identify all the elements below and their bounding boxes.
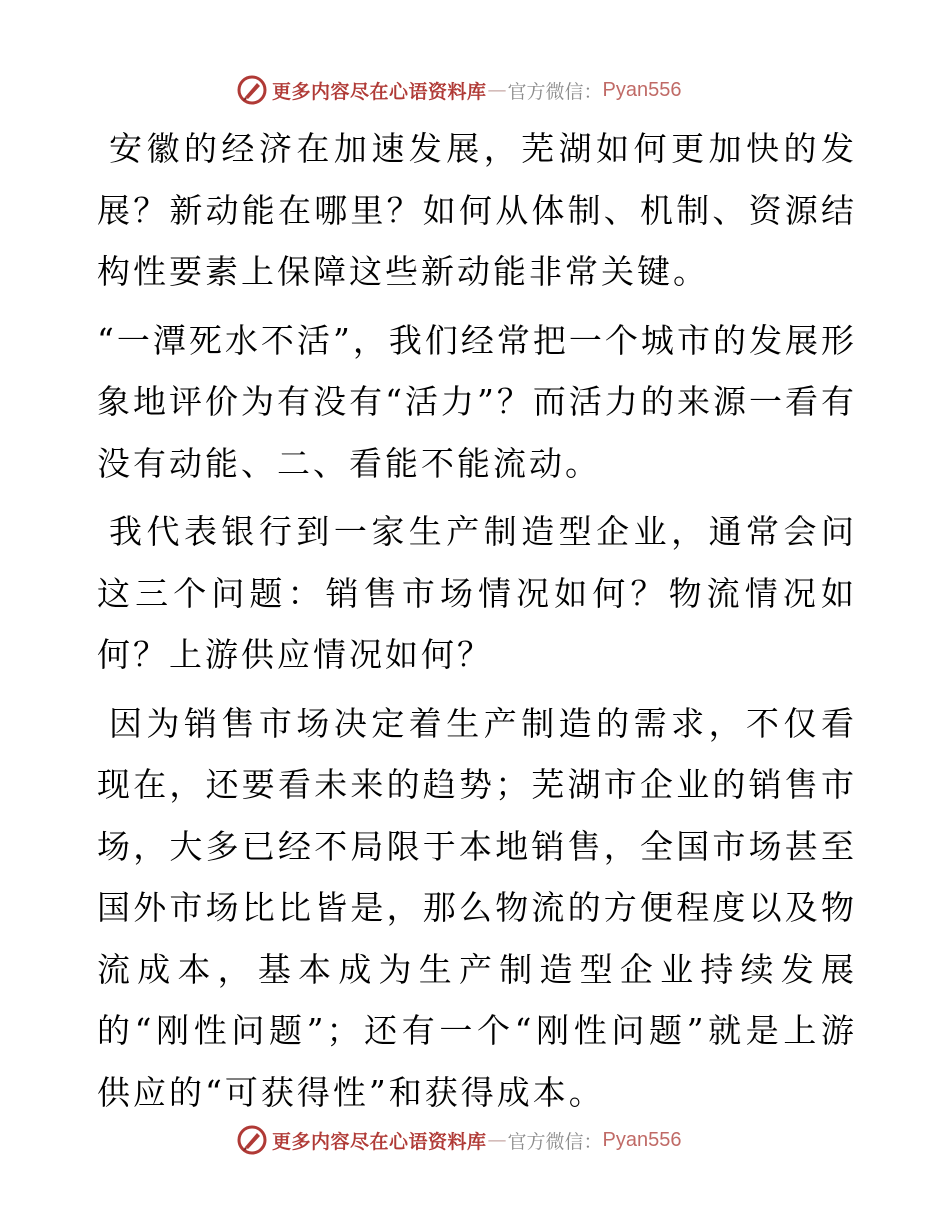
watermark-official-label: 官方微信： [507, 80, 603, 103]
paragraph-3: 我代表银行到一家生产制造型企业，通常会问这三个问题：销售市场情况如何？物流情况如何？上游供应情况如何？ [97, 512, 857, 674]
pen-circle-logo-icon [236, 74, 268, 106]
pen-circle-logo-icon [236, 1124, 268, 1156]
watermark-handle: Pyan556 [602, 1128, 682, 1151]
footer-watermark [236, 1123, 682, 1157]
document-body [97, 118, 857, 1130]
watermark-dash: — [487, 79, 507, 101]
watermark-official-label: 官方微信： [507, 1130, 603, 1153]
paragraph-4: 因为销售市场决定着生产制造的需求，不仅看现在，还要看未来的趋势；芜湖市企业的销售市场，大多已经不局限于本地销售，全国市场甚至国外市场比比皆是，那么物流的方便程度以及物流成本，基本成为生产制造型企业持续发展的“刚性问题”；还有一个“刚性问题”就是上游供应的“可获得性”和获得成本。 [97, 703, 857, 1112]
watermark-text: 更多内容尽在心语资料库 [272, 80, 487, 103]
header-watermark [236, 73, 682, 107]
paragraph-1: 安徽的经济在加速发展，芜湖如何更加快的发展？新动能在哪里？如何从体制、机制、资源结构性要素上保障这些新动能非常关键。 [97, 129, 857, 291]
watermark-dash: — [487, 1129, 507, 1151]
watermark-handle: Pyan556 [602, 78, 682, 101]
paragraph-2: “一潭死水不活”，我们经常把一个城市的发展形象地评价为有没有“活力”？而活力的来源一看有没有动能、二、看能不能流动。 [97, 320, 857, 483]
watermark-text: 更多内容尽在心语资料库 [272, 1130, 487, 1153]
